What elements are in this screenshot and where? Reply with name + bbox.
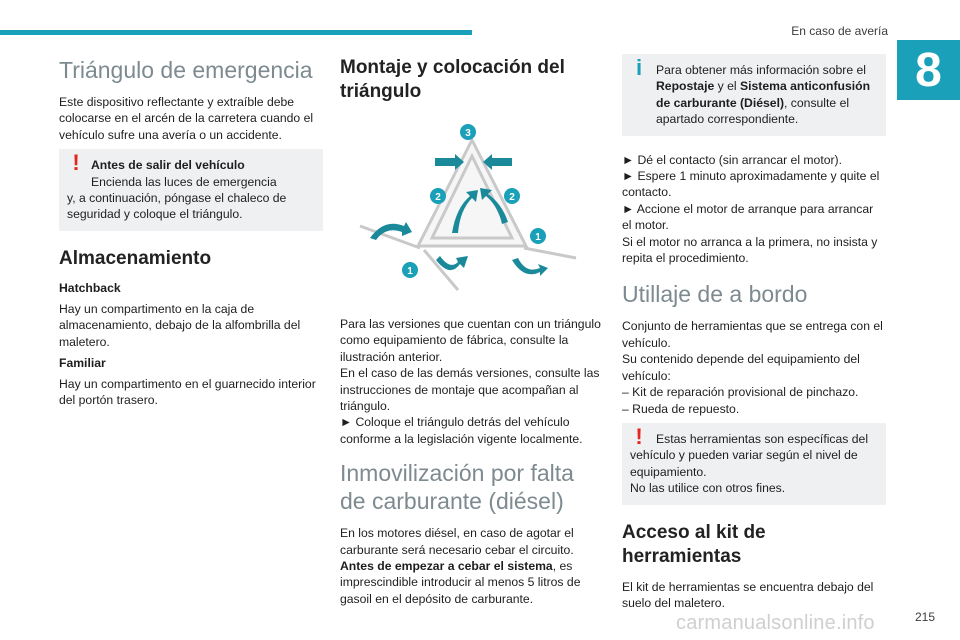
text: y el [714, 79, 740, 94]
warning-text: No las utilice con otros fines. [630, 481, 786, 496]
callout-label: 1 [407, 266, 413, 277]
warning-icon: ! [72, 150, 80, 176]
column-1 [59, 52, 323, 415]
paragraph: Este dispositivo reflectante y extraíble debe colocarse en el arcén de la carretera cuando el vehículo sufre una avería o un accidente. [59, 95, 314, 142]
paragraph: Para las versiones que cuentan con un triángulo como equipamiento de fábrica, consulte la ilustración anterior. [340, 317, 601, 364]
warning-text: vehículo y pueden variar según el nivel de equipamiento. [630, 448, 858, 479]
paragraph [340, 558, 605, 607]
paragraph: El kit de herramientas se encuentra debajo del suelo del maletero. [622, 579, 874, 610]
text: , consulte el apartado correspondiente. [656, 95, 850, 127]
section-title: En caso de avería [791, 24, 888, 38]
paragraph: Conjunto de herramientas que se entrega con el vehículo. [622, 319, 883, 350]
paragraph: Hay un compartimento en el guarnecido interior del portón trasero. [59, 377, 316, 408]
text: , es imprescindible introducir al menos 5 litros de gasoil en el depósito de carburante. [340, 559, 581, 606]
paragraph: Hay un compartimento en la caja de almacenamiento, debajo de la alfombrilla del maletero. [59, 301, 301, 349]
triangle-illustration [340, 118, 605, 303]
warning-text: Estas herramientas son específicas del [656, 431, 869, 446]
callout-label: 2 [509, 192, 515, 203]
step: ► Accione el motor de arranque para arrancar el motor. [622, 201, 874, 233]
info-box [622, 54, 886, 136]
paragraph: En los motores diésel, en caso de agotar el carburante será necesario cebar el circuito. [340, 526, 574, 557]
text: Para obtener más información sobre el [656, 63, 867, 77]
warning-text: Encienda las luces de emergencia [91, 174, 277, 189]
heading-onboard-tools: Utillaje de a bordo [622, 281, 808, 308]
callout-label: 3 [465, 128, 471, 139]
watermark: carmanualsonline.info [676, 612, 875, 634]
paragraph: Si el motor no arranca a la primera, no insista y repita el procedimiento. [622, 234, 878, 266]
heading-emergency-triangle: Triángulo de emergencia [59, 57, 313, 83]
info-text [622, 55, 878, 128]
heading-assembly: Montaje y colocación del triángulo [340, 57, 565, 102]
heading-fuel-shortage: Inmovilización por falta de carburante (diésel) [340, 460, 574, 515]
column-3 [622, 52, 886, 617]
emphasis: Antes de empezar a cebar el sistema [340, 559, 553, 574]
paragraph: En el caso de las demás versiones, consulte las instrucciones de montaje que acompañan al triángulo. [340, 366, 600, 414]
paragraph: ► Coloque el triángulo detrás del vehículo conforme a la legislación vigente localmente. [340, 415, 583, 446]
warning-icon: ! [635, 423, 643, 449]
warning-box [59, 149, 323, 231]
heading-tool-kit-access: Acceso al kit de herramientas [622, 521, 766, 567]
subheading-hatchback: Hatchback [59, 280, 121, 295]
step: ► Espere 1 minuto aproximadamente y quite el contacto. [622, 169, 880, 200]
paragraph: Su contenido depende del equipamiento del vehículo: [622, 352, 860, 383]
step: ► Dé el contacto (sin arrancar el motor). [622, 152, 843, 167]
chapter-tab: 8 [897, 40, 960, 100]
subheading-familiar: Familiar [59, 356, 106, 371]
header-bar [0, 30, 472, 35]
list-item: – Kit de reparación provisional de pinchazo. [622, 385, 859, 400]
emphasis: Repostaje [656, 79, 715, 94]
callout-label: 1 [535, 232, 541, 243]
page-number: 215 [914, 610, 935, 624]
emphasis: Sistema anticonfusión de carburante (Diésel) [656, 79, 871, 110]
heading-storage: Almacenamiento [59, 247, 212, 269]
warning-title: Antes de salir del vehículo [91, 158, 245, 173]
info-icon: i [635, 55, 643, 80]
warning-text: y, a continuación, póngase el chaleco de seguridad y coloque el triángulo. [67, 191, 287, 222]
callout-label: 2 [435, 192, 441, 203]
column-2 [340, 52, 605, 613]
list-item: – Rueda de repuesto. [622, 401, 740, 416]
warning-box [622, 423, 886, 505]
